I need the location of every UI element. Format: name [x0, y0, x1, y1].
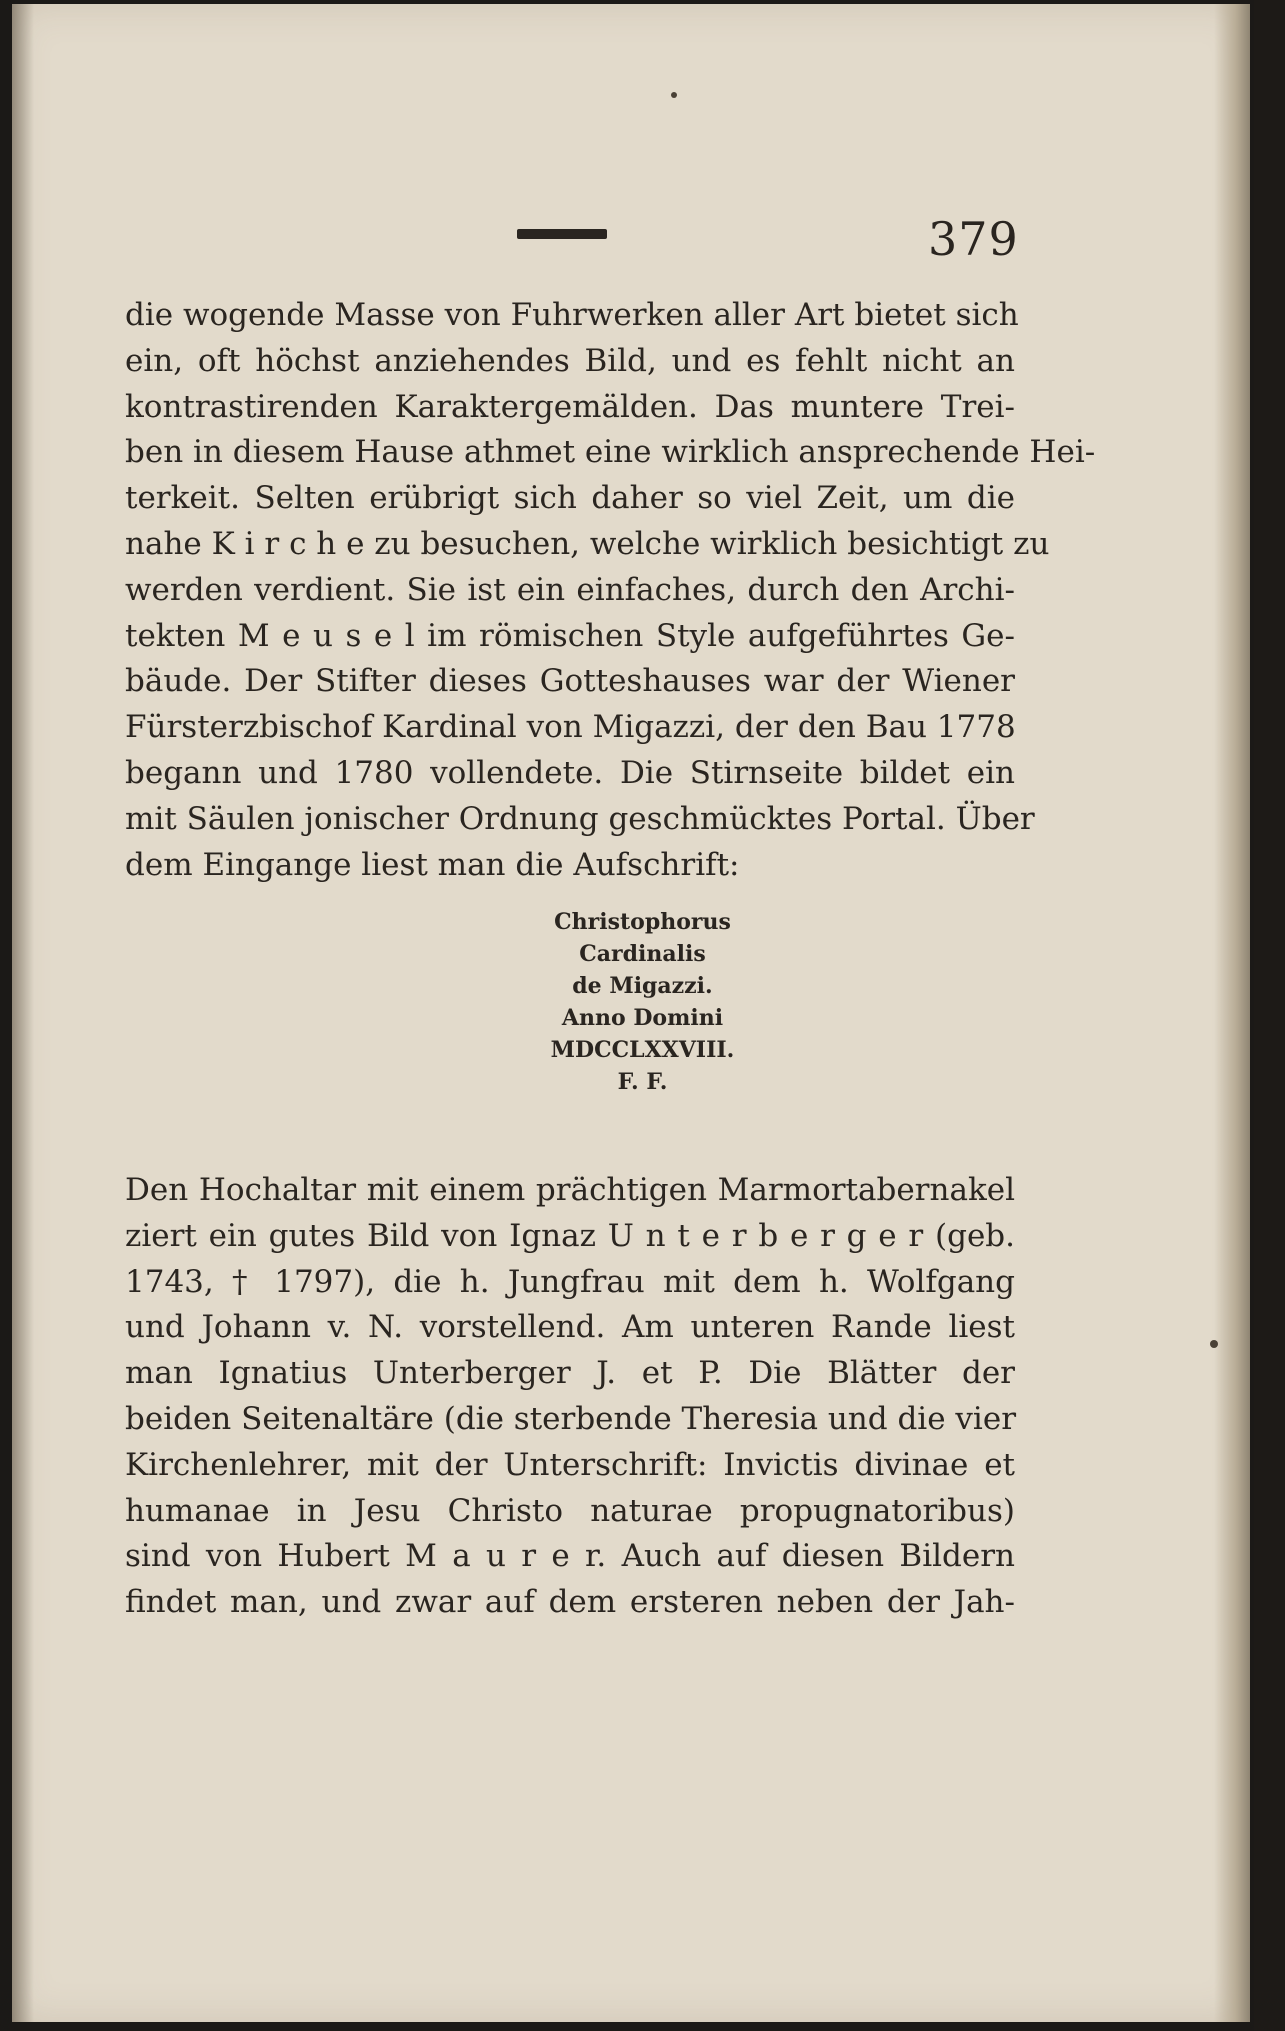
text-line: man Ignatius Unterberger J. et P. Die Blätter der [125, 1355, 1015, 1392]
text-line: terkeit. Selten erübrigt sich daher so viel Zeit, um die [125, 480, 1015, 517]
page-number: 379 [928, 212, 1019, 266]
paper-speck [1210, 1340, 1218, 1348]
inscription [0, 906, 1285, 1098]
text-line: mit Säulen jonischer Ordnung geschmücktes Portal. Über [125, 800, 1035, 837]
text-line: werden verdient. Sie ist ein einfaches, durch den Archi- [125, 571, 1015, 608]
text-line: ziert ein gutes Bild von Ignaz U n t e r b e r g e r (geb. [125, 1217, 1015, 1254]
text-line: bäude. Der Stifter dieses Gotteshauses war der Wiener [125, 663, 1015, 700]
text-line: begann und 1780 vollendete. Die Stirnseite bildet ein [125, 754, 1015, 791]
text-line: nahe K i r c h e zu besuchen, welche wirklich besichtigt zu [125, 525, 1050, 562]
text-line: humanae in Jesu Christo naturae propugnatoribus) [125, 1492, 1015, 1529]
paper-speck [671, 92, 677, 98]
text-line: die wogende Masse von Fuhrwerken aller Art bietet sich [125, 297, 1019, 333]
text-line: tekten M e u s e l im römischen Style aufgeführtes Ge- [125, 617, 1015, 654]
inscription-line: Christophorus [554, 909, 731, 935]
text-line: Fürsterzbischof Kardinal von Migazzi, der den Bau 1778 [125, 709, 1016, 746]
inscription-line: F. F. [617, 1069, 668, 1095]
text-line: Kirchenlehrer, mit der Unterschrift: Invictis divinae et [125, 1446, 1015, 1483]
text-line: und Johann v. N. vorstellend. Am unteren Rande liest [125, 1309, 1015, 1346]
inscription-line: Cardinalis [579, 941, 706, 967]
text-line: sind von Hubert M a u r e r. Auch auf diesen Bildern [125, 1538, 1015, 1575]
text-line: findet man, und zwar auf dem ersteren neben der Jah- [125, 1584, 1015, 1621]
header-rule [517, 229, 607, 239]
inscription-line: de Migazzi. [572, 973, 713, 999]
text-line: ein, oft höchst anziehendes Bild, und es fehlt nicht an [125, 342, 1015, 379]
paragraph-2 [125, 1168, 1015, 1626]
text-line: 1743, † 1797), die h. Jungfrau mit dem h. Wolfgang [125, 1263, 1015, 1300]
paragraph-1 [125, 293, 1096, 888]
inscription-line: MDCCLXXVIII. [550, 1037, 735, 1063]
text-line: dem Eingange liest man die Aufschrift: [125, 846, 740, 883]
inscription-line: Anno Domini [561, 1005, 724, 1031]
text-line: Den Hochaltar mit einem prächtigen Marmortabernakel [125, 1172, 1015, 1208]
text-line: ben in diesem Hause athmet eine wirklich ansprechende Hei- [125, 434, 1096, 471]
text-line: kontrastirenden Karaktergemälden. Das muntere Trei- [125, 388, 1015, 425]
text-line: beiden Seitenaltäre (die sterbende Theresia und die vier [125, 1400, 1017, 1437]
